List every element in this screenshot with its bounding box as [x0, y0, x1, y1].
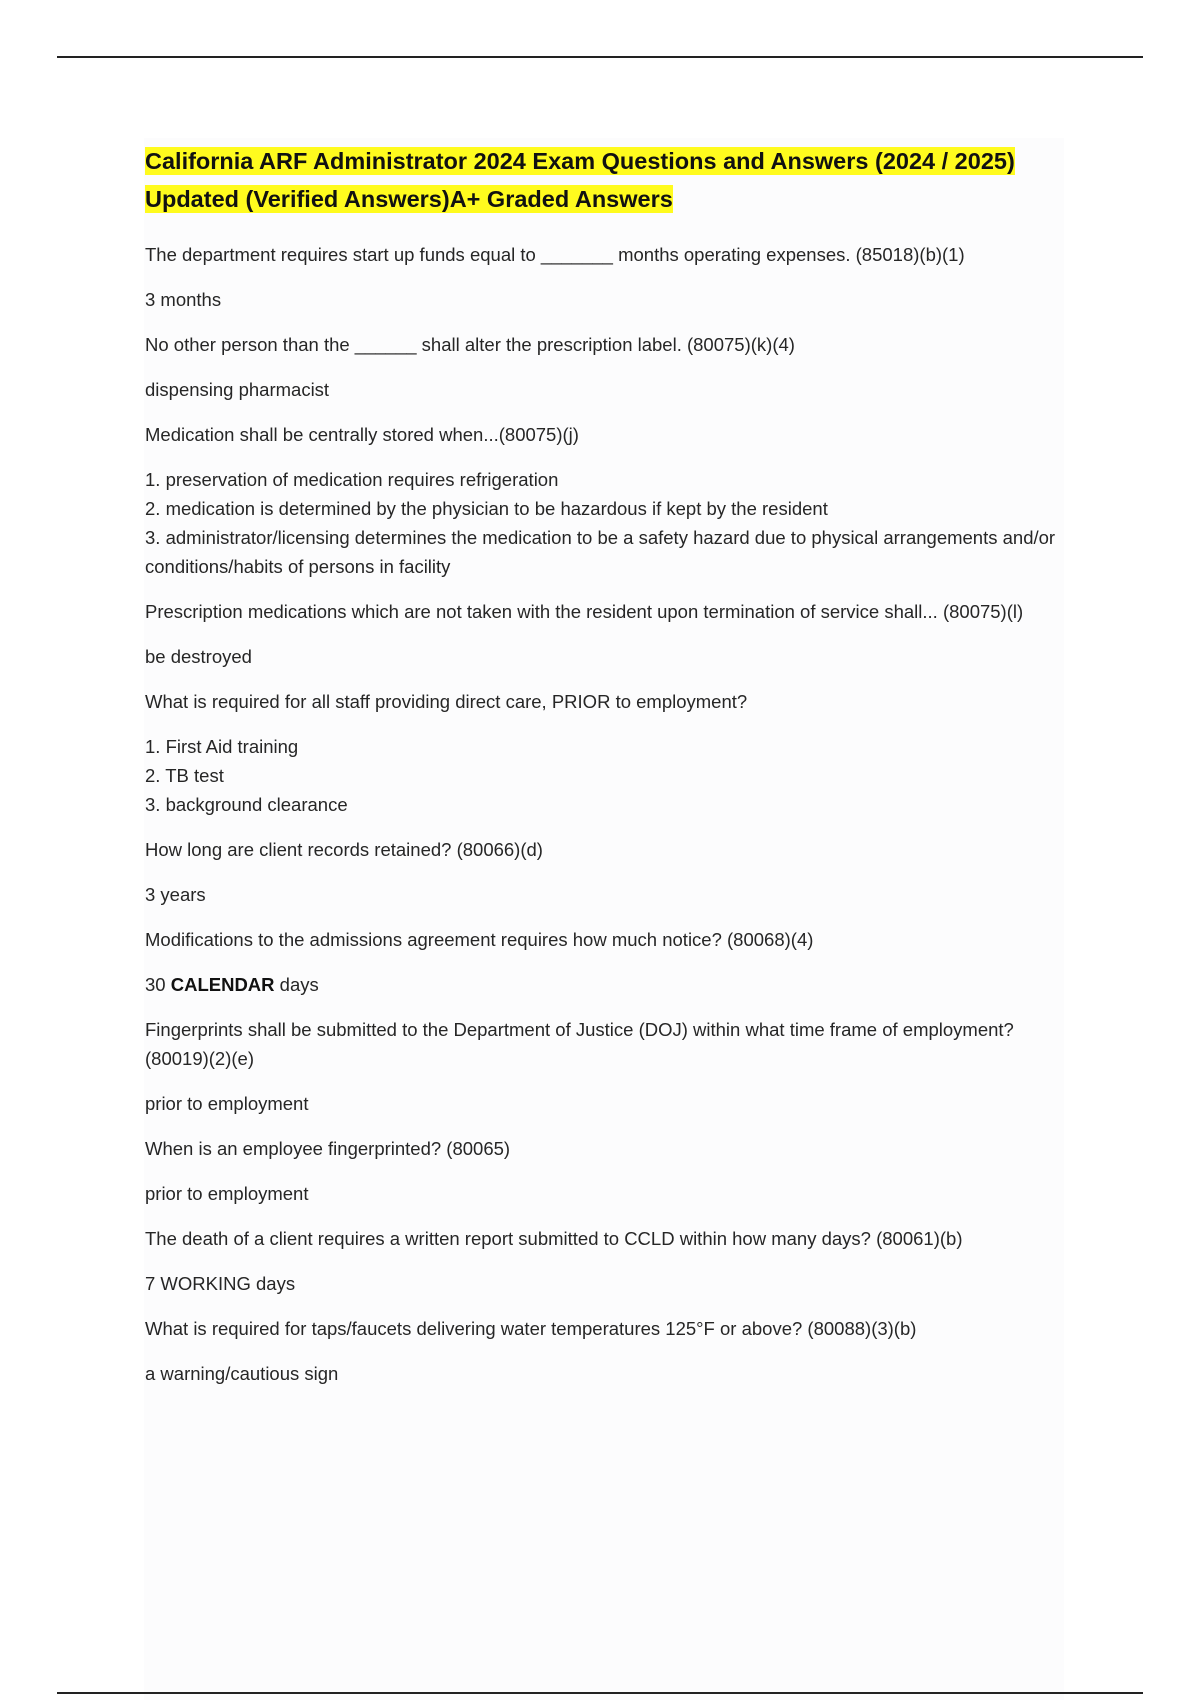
answer-1: 3 months — [145, 289, 222, 310]
answer-5-list — [145, 732, 1075, 819]
answer-3-line-3: 3. administrator/licensing determines the medication to be a safety hazard due to physical arrangements and/or conditions/habits of persons in facility — [145, 527, 1056, 577]
question-9: When is an employee fingerprinted? (80065) — [145, 1138, 511, 1159]
question-8: Fingerprints shall be submitted to the Department of Justice (DOJ) within what time frame of employment? (80019)(2)(e) — [145, 1019, 1014, 1069]
document-content — [145, 142, 1075, 1404]
top-rule — [57, 56, 1143, 58]
answer-5-line-2: 2. TB test — [145, 765, 224, 786]
question-6: How long are client records retained? (80066)(d) — [145, 839, 543, 860]
answer-6: 3 years — [145, 884, 206, 905]
answer-11: a warning/cautious sign — [145, 1363, 339, 1384]
answer-3-line-1: 1. preservation of medication requires refrigeration — [145, 469, 559, 490]
answer-3-list — [145, 465, 1075, 581]
answer-7-suffix: days — [274, 974, 319, 995]
question-3: Medication shall be centrally stored when...(80075)(j) — [145, 424, 579, 445]
title-line-2: Updated (Verified Answers)A+ Graded Answers — [145, 186, 673, 212]
answer-9: prior to employment — [145, 1183, 309, 1204]
bottom-rule — [57, 1692, 1143, 1694]
question-7: Modifications to the admissions agreement requires how much notice? (80068)(4) — [145, 929, 814, 950]
question-2: No other person than the ______ shall alter the prescription label. (80075)(k)(4) — [145, 334, 795, 355]
answer-7-bold: CALENDAR — [170, 974, 275, 995]
answer-10: 7 WORKING days — [145, 1273, 296, 1294]
answer-8: prior to employment — [145, 1093, 309, 1114]
answer-7-prefix: 30 — [145, 974, 171, 995]
answer-5-line-3: 3. background clearance — [145, 794, 348, 815]
answer-2: dispensing pharmacist — [145, 379, 330, 400]
answer-4: be destroyed — [145, 646, 252, 667]
answer-7 — [145, 970, 1075, 999]
answer-5-line-1: 1. First Aid training — [145, 736, 299, 757]
answer-3-line-2: 2. medication is determined by the physician to be hazardous if kept by the resident — [145, 498, 828, 519]
title-line-1: California ARF Administrator 2024 Exam Questions and Answers (2024 / 2025) — [145, 148, 1015, 174]
document-title — [145, 142, 1075, 218]
question-11: What is required for taps/faucets delivering water temperatures 125°F or above? (80088)(3)(b) — [145, 1318, 917, 1339]
question-10: The death of a client requires a written report submitted to CCLD within how many days? (80061)(b) — [145, 1228, 963, 1249]
question-5: What is required for all staff providing direct care, PRIOR to employment? — [145, 691, 748, 712]
question-4: Prescription medications which are not taken with the resident upon termination of service shall... (80075)(l) — [145, 601, 1024, 622]
question-1: The department requires start up funds equal to _______ months operating expenses. (85018)(b)(1) — [145, 244, 965, 265]
